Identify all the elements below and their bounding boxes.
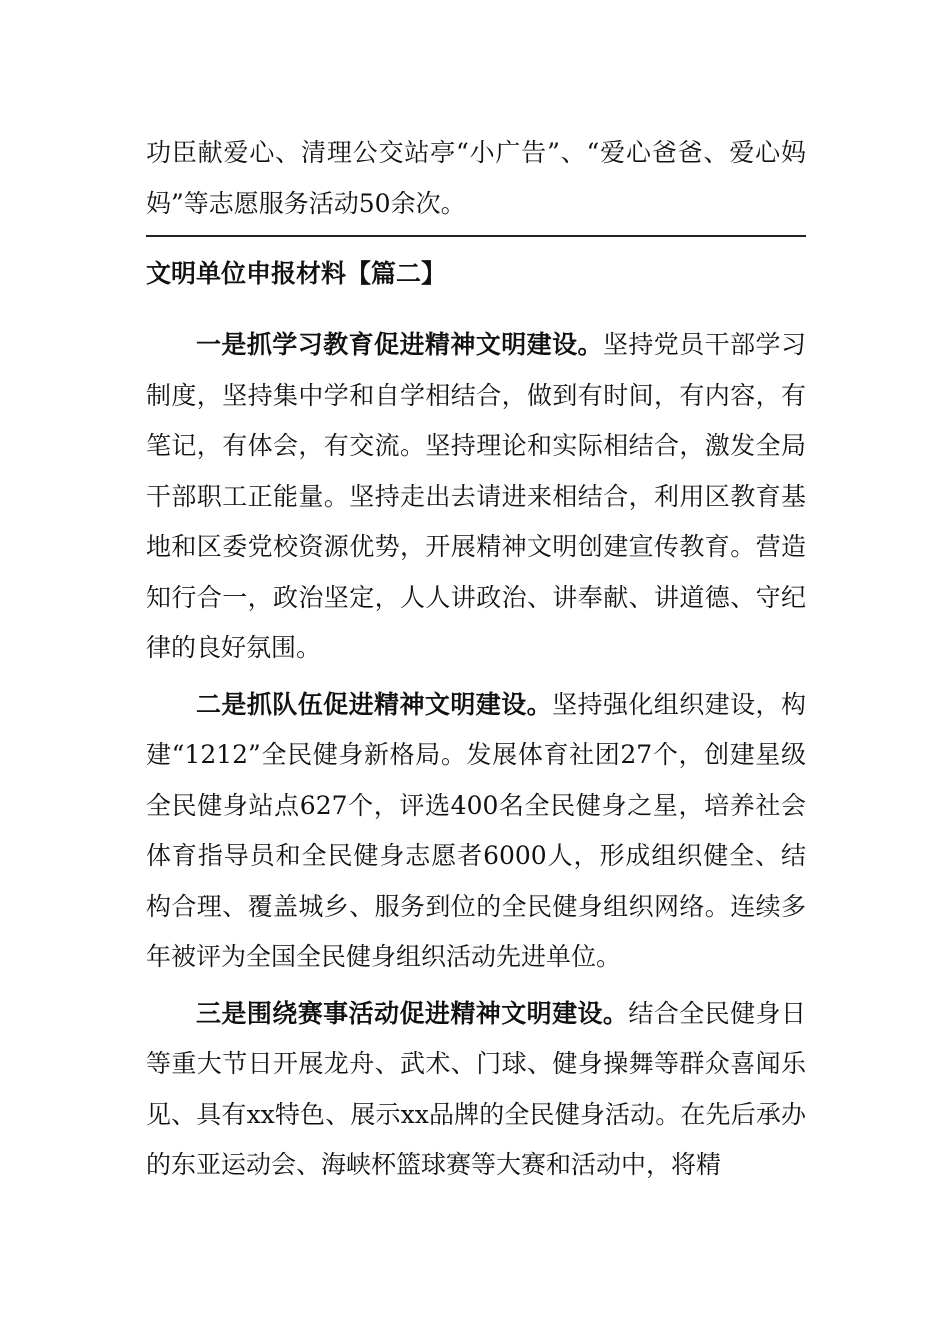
paragraph-2 [146,680,806,983]
paragraph-3-lead: 三是围绕赛事活动促进精神文明建设。 [196,998,629,1028]
paragraph-1 [146,320,806,674]
document-page [146,128,806,1191]
continuation-paragraph: 功臣献爱心、清理公交站亭“小广告”、“爱心爸爸、爱心妈妈”等志愿服务活动50余次。 [146,138,806,218]
paragraph-1-lead: 一是抓学习教育促进精神文明建设。 [196,330,603,359]
paragraph-3 [146,989,806,1191]
paragraph-3-body: 结合全民健身日等重大节日开展龙舟、武术、门球、健身操舞等群众喜闻乐见、具有xx特色、展示xx品牌的全民健身活动。在先后承办的东亚运动会、海峡杯篮球赛等大赛和活动中，将精 [146,998,806,1179]
paragraph-2-lead: 二是抓队伍促进精神文明建设。 [196,689,553,719]
paragraph-2-body: 坚持强化组织建设，构建“1212”全民健身新格局。发展体育社团27个，创建星级全民健身站点627个，评选400名全民健身之星，培养社会体育指导员和全民健身志愿者6000人，形成组织健全、结构合理、覆盖城乡、服务到位的全民健身组织网络。连续多年被评为全国全民健身组织活动先进单位。 [146,689,806,971]
section-divider [146,235,806,237]
paragraph-1-body: 坚持党员干部学习制度，坚持集中学和自学相结合，做到有时间，有内容，有笔记，有体会，有交流。坚持理论和实际相结合，激发全局干部职工正能量。坚持走出去请进来相结合，利用区教育基地和区委党校资源优势，开展精神文明创建宣传教育。营造知行合一，政治坚定，人人讲政治、讲奉献、讲道德、守纪律的良好氛围。 [146,330,806,662]
section-title: 文明单位申报材料【篇二】 [146,259,447,288]
